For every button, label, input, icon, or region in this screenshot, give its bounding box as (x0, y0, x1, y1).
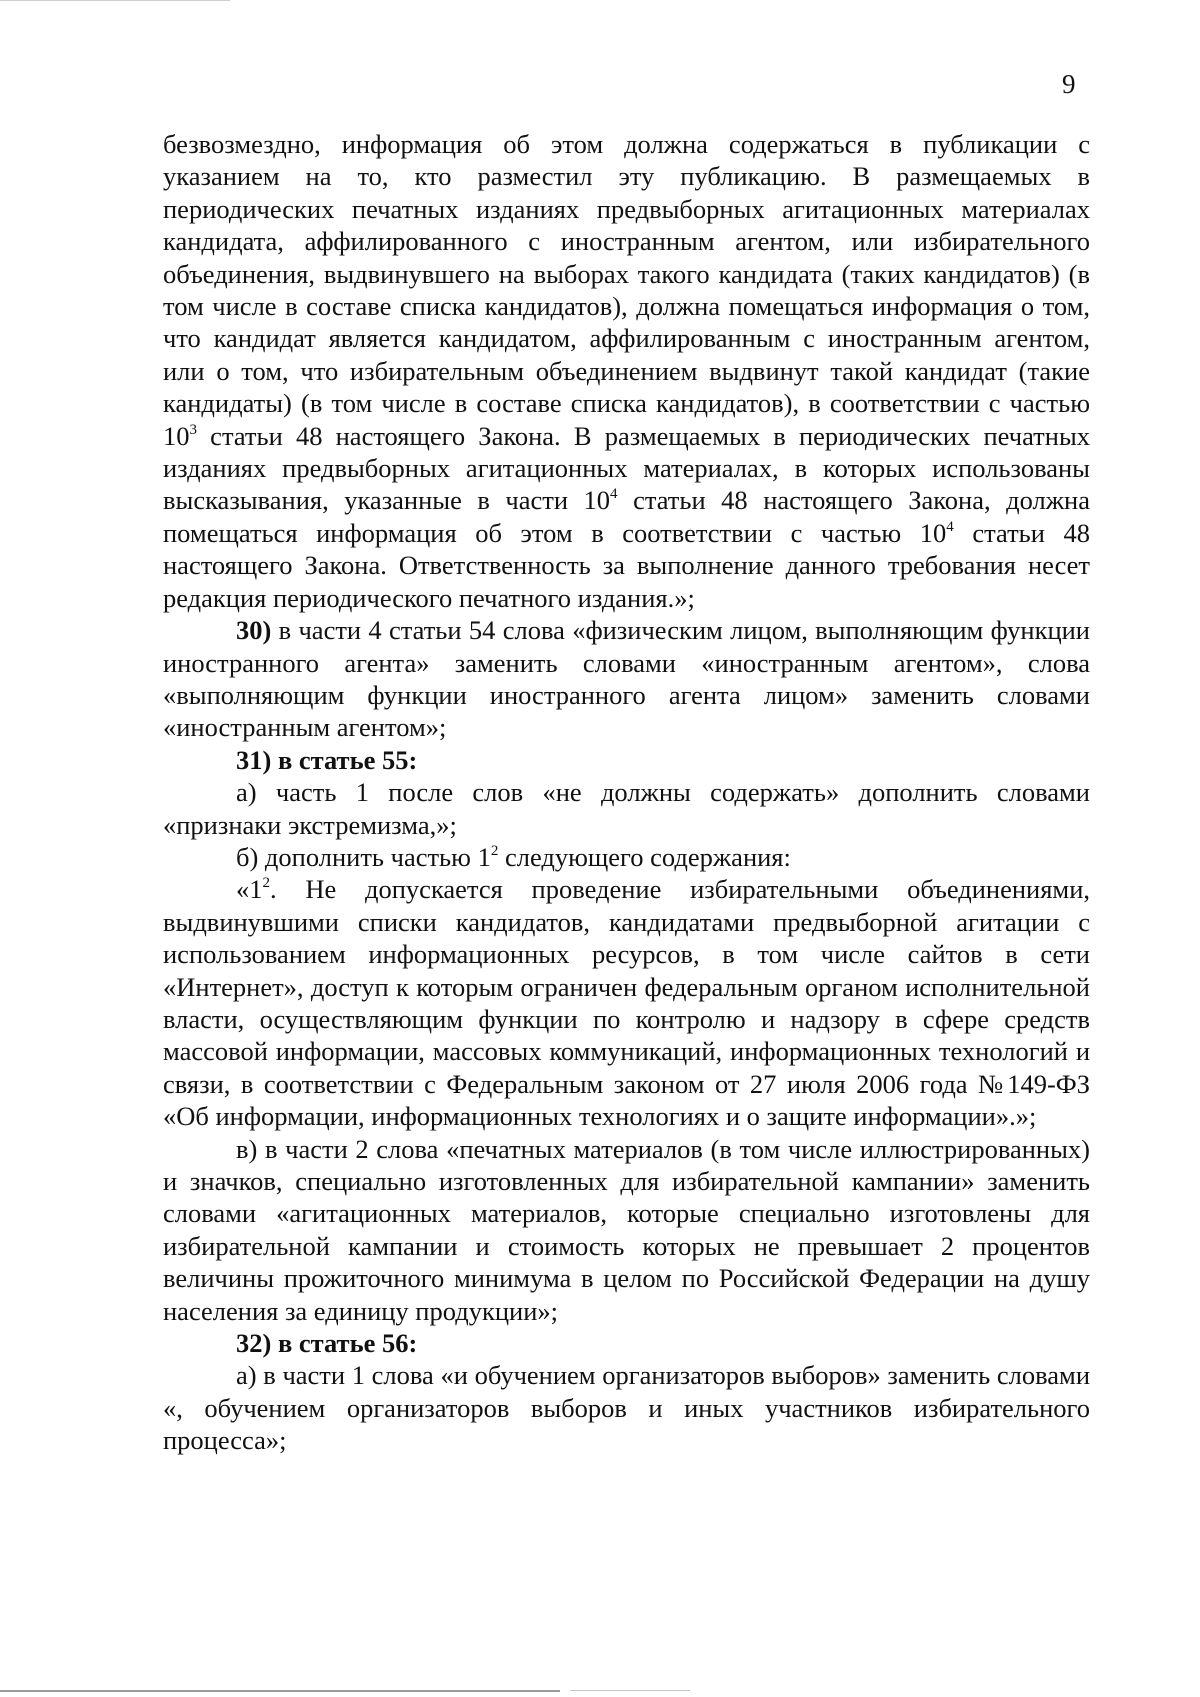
superscript: 2 (262, 875, 270, 892)
paragraph-text: следующего содержания: (498, 841, 791, 872)
page-number: 9 (1062, 69, 1076, 99)
item-number: 30) (236, 615, 272, 646)
paragraph-continuation (163, 128, 1090, 614)
paragraph-text: статьи 48 настоящего Закона, должна помещаться информация об этом в соответствии с частью 10 (163, 485, 1090, 548)
paragraph-item-31-heading: 31) в статье 55: (236, 744, 418, 775)
document-body (163, 128, 1090, 1457)
paragraph-text: в части 4 статьи 54 слова «физическим лицом, выполняющим функции иностранного агента» заменить словами «иностранным агентом», слова «выполняющим функции иностранного агента лицом» заменить словами «иностранным агентом»; (163, 615, 1090, 743)
superscript: 3 (189, 421, 197, 438)
paragraph-item-30 (163, 614, 1090, 744)
paragraph-item-31b (163, 841, 1090, 873)
superscript: 2 (490, 842, 499, 859)
paragraph-item-31a: а) часть 1 после слов «не должны содержать» дополнить словами «признаки экстремизма,»; (163, 777, 1090, 840)
scan-edge-line (0, 0, 230, 1)
paragraph-text: статьи 48 настоящего Закона. Ответственность за выполнение данного требования несет редакция периодического печатного издания.»; (163, 517, 1090, 613)
paragraph-text: . Не допускается проведение избирательными объединениями, выдвинувшими списки кандидатов, кандидатами предвыборной агитации с использованием информационных ресурсов, в том числе сайтов в сети «Интернет», доступ к которым ограничен федеральным органом исполнительной власти, осуществляющим функции по контролю и надзору в сфере средств массовой информации, массовых коммуникаций, информационных технологий и связи, в соответствии с Федеральным законом от 27 июля 2006 года №149-ФЗ «Об информации, информационных технологиях и о защите информации».»; (163, 874, 1090, 1132)
scan-edge-line-bottom (0, 1690, 560, 1692)
superscript: 4 (610, 486, 618, 503)
paragraph-item-32-heading: 32) в статье 56: (236, 1328, 418, 1359)
paragraph-text: безвозмездно, информация об этом должна содержаться в публикации с указанием на то, кто разместил эту публикацию. В размещаемых в периодических печатных изданиях предвыборных агитационных материалах кандидата, аффилированного с иностранным агентом, или избирательного объединения, выдвинувшего на выборах такого кандидата (таких кандидатов) (в том числе в составе списка кандидатов), должна помещаться информация о том, что кандидат является кандидатом, аффилированным с иностранным агентом, или о том, что избирательным объединением выдвинут такой кандидат (такие кандидаты) (в том числе в составе списка кандидатов), в соответствии с частью 10 (163, 129, 1090, 451)
paragraph-text: «1 (236, 874, 263, 905)
paragraph-text: б) дополнить частью 1 (236, 841, 491, 872)
paragraph-item-31v: в) в части 2 слова «печатных материалов (в том числе иллюстрированных) и значков, специально изготовленных для избирательной кампании» заменить словами «агитационных материалов, которые специально изготовлены для избирательной кампании и стоимость которых не превышает 2 процентов величины прожиточного минимума в целом по Российской Федерации на душу населения за единицу продукции»; (163, 1133, 1090, 1326)
paragraph-text: статьи 48 настоящего Закона. В размещаемых в периодических печатных изданиях предвыборных агитационных материалах, в которых использованы высказывания, указанные в части 10 (163, 420, 1090, 516)
scan-edge-line-bottom-faint (570, 1690, 690, 1691)
paragraph-item-31-quote (163, 873, 1090, 1132)
paragraph-item-32a: а) в части 1 слова «и обучением организаторов выборов» заменить словами «, обучением организаторов выборов и иных участников избирательного процесса»; (163, 1360, 1090, 1456)
superscript: 4 (946, 518, 954, 535)
